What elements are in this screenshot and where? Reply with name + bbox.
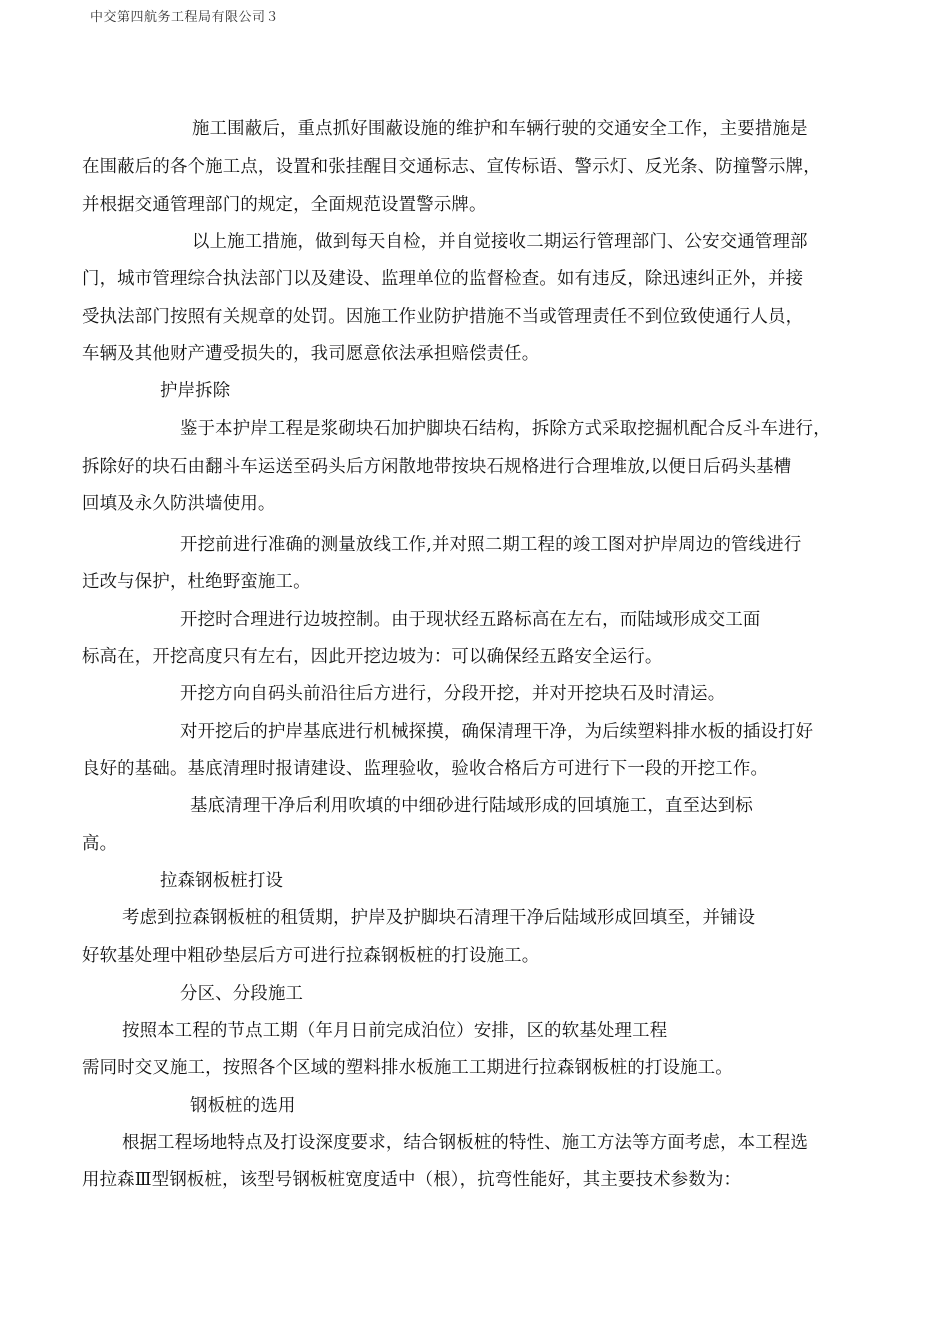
text-line: 施工围蔽后，重点抓好围蔽设施的维护和车辆行驶的交通安全工作，主要措施是 bbox=[192, 119, 808, 139]
text-line: 回填及永久防洪墙使用。 bbox=[82, 494, 276, 514]
text-line: 根据工程场地特点及打设深度要求，结合钢板桩的特性、施工方法等方面考虑，本工程选 bbox=[122, 1133, 809, 1153]
text-line: 开挖前进行准确的测量放线工作,并对照二期工程的竣工图对护岸周边的管线进行 bbox=[180, 535, 802, 555]
text-line: 迁改与保护，杜绝野蛮施工。 bbox=[82, 572, 311, 592]
section-heading: 拉森钢板桩打设 bbox=[160, 871, 284, 891]
text-line: 开挖方向自码头前沿往后方进行，分段开挖，并对开挖块石及时清运。 bbox=[180, 684, 726, 704]
text-line: 基底清理干净后利用吹填的中细砂进行陆域形成的回填施工，直至达到标 bbox=[190, 796, 753, 816]
text-line: 在围蔽后的各个施工点，设置和张挂醒目交通标志、宣传标语、警示灯、反光条、防撞警示牌， bbox=[82, 157, 821, 177]
text-line: 用拉森Ⅲ型钢板桩，该型号钢板桩宽度适中（根），抗弯性能好，其主要技术参数为： bbox=[82, 1170, 742, 1190]
text-line: 并根据交通管理部门的规定，全面规范设置警示牌。 bbox=[82, 195, 487, 215]
text-line: 考虑到拉森钢板桩的租赁期，护岸及护脚块石清理干净后陆域形成回填至，并铺设 bbox=[122, 908, 756, 928]
text-line: 高。 bbox=[82, 834, 118, 854]
text-line: 开挖时合理进行边坡控制。由于现状经五路标高在左右，而陆域形成交工面 bbox=[180, 610, 761, 630]
section-heading: 护岸拆除 bbox=[160, 381, 231, 401]
text-line: 按照本工程的节点工期（年月日前完成泊位）安排，区的软基处理工程 bbox=[122, 1021, 668, 1041]
text-line: 对开挖后的护岸基底进行机械探摸，确保清理干净，为后续塑料排水板的插设打好 bbox=[180, 722, 814, 742]
text-line: 需同时交叉施工，按照各个区域的塑料排水板施工工期进行拉森钢板桩的打设施工。 bbox=[82, 1058, 733, 1078]
text-line: 标高在，开挖高度只有左右，因此开挖边坡为：可以确保经五路安全运行。 bbox=[82, 647, 663, 667]
text-line: 门，城市管理综合执法部门以及建设、监理单位的监督检查。如有违反，除迅速纠正外，并接 bbox=[82, 269, 804, 289]
section-heading: 钢板桩的选用 bbox=[190, 1096, 296, 1116]
text-line: 拆除好的块石由翻斗车运送至码头后方闲散地带按块石规格进行合理堆放,以便日后码头基槽 bbox=[82, 457, 792, 477]
page-header: 中交第四航务工程局有限公司３ bbox=[90, 10, 280, 25]
text-line: 鉴于本护岸工程是浆砌块石加护脚块石结构，拆除方式采取挖掘机配合反斗车进行， bbox=[180, 419, 831, 439]
text-line: 受执法部门按照有关规章的处罚。因施工作业防护措施不当或管理责任不到位致使通行人员， bbox=[82, 307, 804, 327]
text-line: 车辆及其他财产遭受损失的，我司愿意依法承担赔偿责任。 bbox=[82, 344, 540, 364]
section-heading: 分区、分段施工 bbox=[180, 984, 304, 1004]
text-line: 良好的基础。基底清理时报请建设、监理验收，验收合格后方可进行下一段的开挖工作。 bbox=[82, 759, 769, 779]
text-line: 以上施工措施，做到每天自检，并自觉接收二期运行管理部门、公安交通管理部 bbox=[192, 232, 808, 252]
text-line: 好软基处理中粗砂垫层后方可进行拉森钢板桩的打设施工。 bbox=[82, 946, 540, 966]
